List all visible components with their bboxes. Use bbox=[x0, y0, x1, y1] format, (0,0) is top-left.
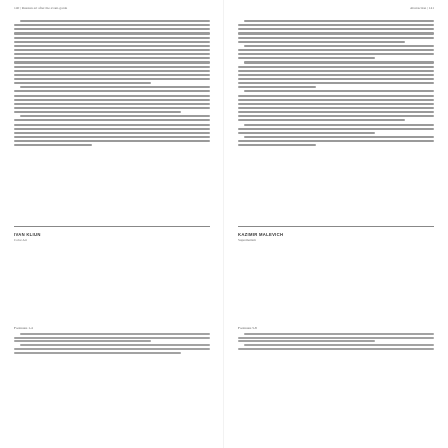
right-page bbox=[224, 0, 448, 448]
left-footnotes bbox=[14, 333, 210, 355]
left-running-header: 140 | Russian art after the avant-garde bbox=[14, 6, 68, 10]
left-section-rule bbox=[14, 226, 210, 227]
left-body-text bbox=[14, 20, 210, 148]
right-footnotes bbox=[238, 333, 434, 352]
left-artist-sub: Color Art bbox=[14, 238, 27, 242]
right-artist-sub: Suprematism bbox=[238, 238, 256, 242]
right-body-text bbox=[238, 20, 434, 148]
right-footnotes-title: Footnotes 5-8 bbox=[238, 326, 257, 330]
right-section-rule bbox=[238, 226, 434, 227]
right-running-header: Abstraction | 141 bbox=[409, 6, 434, 10]
left-artist-name: IVAN KLIUN bbox=[14, 232, 41, 237]
right-artist-name: KAZIMIR MALEVICH bbox=[238, 232, 284, 237]
left-footnotes-title: Footnotes 1-4 bbox=[14, 326, 33, 330]
